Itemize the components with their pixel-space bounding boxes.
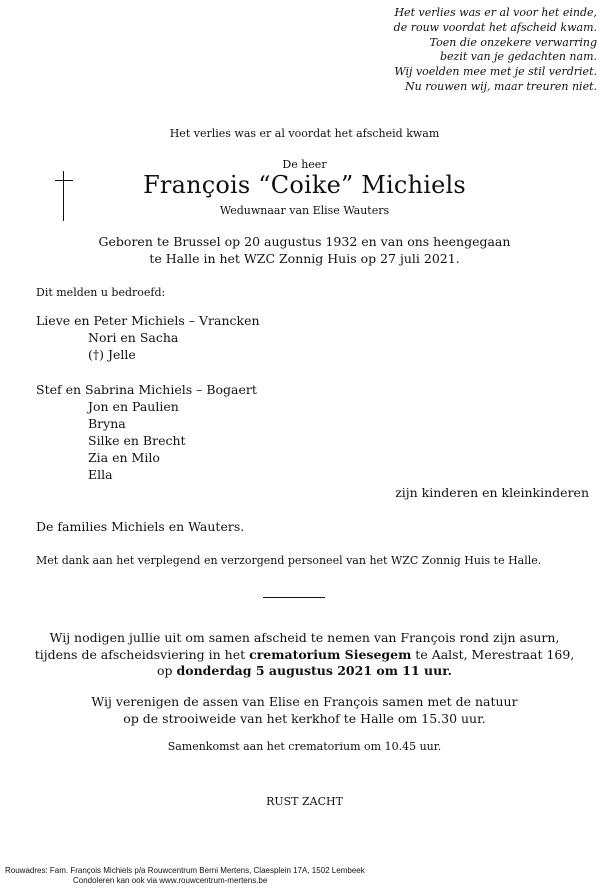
invite-line-1: Wij nodigen jullie uit om samen afscheid te nemen van François rond zijn asurn, [49,630,560,645]
crematorium-name: crematorium Siesegem [249,647,412,662]
poem-line: bezit van je gedachten nam. [439,50,597,64]
family-children: Nori en Sacha [88,330,179,345]
intro-text: Het verlies was er al voordat het afscheid kwam [169,127,440,140]
footer [5,866,365,886]
birth-line-1: Geboren te Brussel op 20 augustus 1932 en van ons heengegaan [98,234,511,249]
gathering-text: Samenkomst aan het crematorium om 10.45 uur. [167,740,442,753]
poem-line: Wij voelden mee met je stil verdriet. [394,65,597,79]
poem-line: Het verlies was er al voor het einde, [394,6,597,19]
mourning-address: Rouwadres: Fam. François Michiels p/a Rouwcentrum Berni Mertens, Claesplein 17A, 1502 Lembeek [5,866,365,875]
rest-text: RUST ZACHT [266,795,343,808]
poem [394,6,597,95]
relation-text: zijn kinderen en kleinkinderen [395,485,589,500]
poem-line: Toen die onzekere verwarring [429,35,597,49]
family-children: Zia en Milo [88,450,160,465]
salutation: De heer [282,158,327,171]
widower-text: Weduwnaar van Elise Wauters [219,204,390,217]
thanks-text: Met dank aan het verplegend en verzorgend personeel van het WZC Zonnig Huis te Halle. [36,554,542,567]
poem-line: Nu rouwen wij, maar treuren niet. [405,79,597,93]
condolence-line: Condoleren kan ook via www.rouwcentrum-mertens.be [73,876,268,885]
family-children: Silke en Brecht [88,433,186,448]
invite-line-3: op donderdag 5 augustus 2021 om 11 uur. [156,663,453,678]
ashes-line-1: Wij verenigen de assen van Elise en François samen met de natuur [91,694,518,709]
family-children: Ella [88,467,113,482]
ceremony-date: donderdag 5 augustus 2021 om 11 uur. [176,663,453,678]
family-parents: Stef en Sabrina Michiels – Bogaert [36,382,257,397]
families-text: De families Michiels en Wauters. [36,519,245,534]
ashes-line-2: op de strooiweide van het kerkhof te Halle om 15.30 uur. [123,711,486,726]
announce-text: Dit melden u bedroefd: [36,286,166,299]
divider [263,597,325,598]
family-children: Jon en Paulien [88,399,179,414]
poem-line: de rouw voordat het afscheid kwam. [393,20,597,34]
invite-line-2: tijdens de afscheidsviering in het crematorium Siesegem te Aalst, Merestraat 169, [34,647,575,662]
deceased-name: François “Coike” Michiels [143,171,466,199]
birth-line-2: te Halle in het WZC Zonnig Huis op 27 juli 2021. [149,251,460,266]
family-children: Bryna [88,416,126,431]
family-children: (†) Jelle [88,347,136,362]
family-parents: Lieve en Peter Michiels – Vrancken [36,313,260,328]
